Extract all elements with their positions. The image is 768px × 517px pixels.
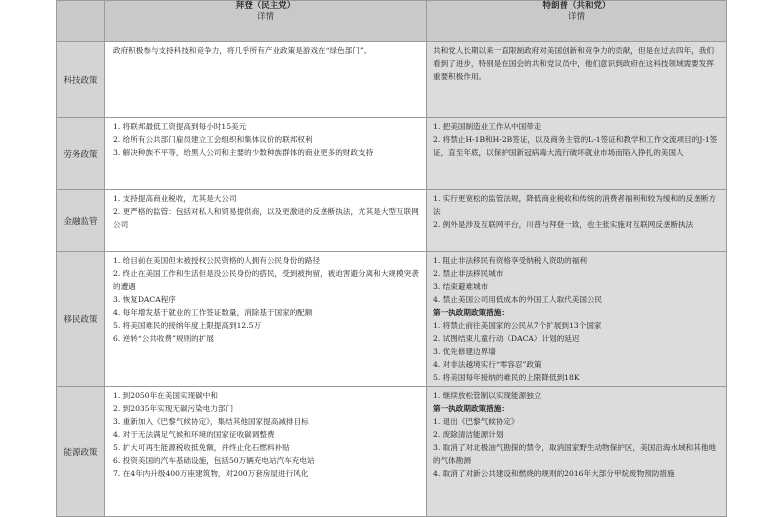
policy-comparison-table	[56, 0, 727, 517]
biden-detail-text: 1. 给目前在美国但未被授权公民资格的人拥有公民身份的路径 2. 终止在美国工作和生活但是没公民身份的搭民，受到被拘留，被迫害避分离和大规模突袭的遭遇 3. 恢复DACA程序 4. 每年增发基于就业的工作签证数量，消除基于国家的配额 5. 将美国难民的接纳年度上限提高到12.5万 6. 逆转“公共收费”规则的扩展	[113, 256, 419, 343]
table-row	[57, 118, 727, 190]
biden-detail-text: 1. 到2050年在美国实现碳中和 2. 到2035年实现无碳污染电力部门 3. 重新加入《巴黎气候协定》，集结其他国家提高减排目标 4. 对于无法满足气候和环境的国家征收碳调整费 5. 扩大可再生能源税收抵免额，并终止化石燃料补贴 6. 投资美国的汽车基础设施，包括50万辆充电站汽车充电站 7. 在4年内升级400万座建筑物，对200万套房屋进行风化	[113, 391, 315, 478]
trump-detail-text: 1. 实行更宽松的监管法规，降低商业税收和传统的消费者福利和较为缓和的反垄断方法 2. 例外是涉及互联网平台，川普与拜登一致，也主张实施对互联网反垄断执法	[433, 194, 717, 229]
trump-detail-list-2: 1. 退出《巴黎气候协定》 2. 废除清洁能源计划 3. 取消了对北极油气勘探的禁令，取消国家野生动物保护区，美国沿海水域和其他地的气体勘测 4. 取消了对新公共建设和燃烧的规则的2016年大部分甲烷废物预防措施	[433, 417, 717, 478]
row-category: 劳务政策	[57, 118, 105, 190]
header-category-cell	[57, 1, 105, 42]
biden-detail-text: 1. 支持提高商业税收，尤其是大公司 2. 更严格的监管：包括对私人和贸易提供商，以及更激进的反垄断执法，尤其是大型互联网公司	[113, 194, 419, 229]
table-row	[57, 387, 727, 517]
trump-header-sub: 详情	[567, 12, 585, 22]
trump-detail-text: 1. 把美国制造业工作从中国带走 2. 将禁止H-1B和H-2B签证，以及商务主管的L-1签证和教学和工作交流项目的J-1签证，直至年底，以保护国新冠病毒大流行破坏就业市场而陷入挣扎的美国人	[433, 122, 718, 157]
table-row	[57, 252, 727, 387]
header-trump-cell	[427, 1, 727, 42]
trump-detail-list: 1. 阻止非法移民有资格享受纳税人资助的福利 2. 禁止非法移民城市 3. 结束避难城市 4. 禁止美国公司用低成本的外国工人取代美国公民	[433, 256, 603, 304]
trump-detail-cell	[427, 252, 727, 387]
biden-detail-cell	[105, 190, 427, 252]
biden-header-sub: 详情	[256, 12, 274, 22]
table-row	[57, 42, 727, 118]
trump-detail-cell	[427, 190, 727, 252]
trump-detail-cell	[427, 42, 727, 118]
biden-detail-cell	[105, 42, 427, 118]
row-category: 金融监管	[57, 190, 105, 252]
trump-detail-subhead: 第一执政期政策措施：	[433, 404, 509, 413]
trump-header-title: 特朗普（共和党）	[542, 1, 611, 11]
biden-detail-cell	[105, 387, 427, 517]
trump-detail-cell	[427, 118, 727, 190]
row-category: 移民政策	[57, 252, 105, 387]
biden-detail-text: 政府积极参与支持科技和竞争力，将几乎所有产业政策是游戏在“绿色部门”。	[113, 46, 372, 55]
trump-detail-list-2: 1. 将禁止前往美国家的公民从7个扩展到13个国家 2. 试图结束儿童行动（DACA）计划的延迟 3. 优先修建边界墙 4. 对非法越境实行“零容忍”政策 5. 将美国每年接纳的难民的上限降低到18K	[433, 321, 602, 382]
trump-detail-text: 共和党人长期以来一直限制政府对美国创新和竞争力的贡献，但是在过去四年，我们看到了进步，特别是在国会的共和党议员中，他们意识到政府在这科技领域需要发挥重要积极作用。	[433, 46, 714, 81]
trump-detail-subhead: 第一执政期政策措施：	[433, 308, 509, 317]
table-header-row	[57, 1, 727, 42]
header-biden-cell	[105, 1, 427, 42]
biden-header-title: 拜登（民主党）	[235, 1, 296, 11]
table-row	[57, 190, 727, 252]
row-category: 科技政策	[57, 42, 105, 118]
trump-detail-cell	[427, 387, 727, 517]
biden-detail-cell	[105, 252, 427, 387]
trump-detail-list: 1. 继续放松管制以实现能源独立	[433, 391, 542, 400]
row-category: 能源政策	[57, 387, 105, 517]
biden-detail-text: 1. 将联邦最低工资提高到每小时15美元 2. 给所有公共部门雇员建立工会组织和集体议价的联邦权利 3. 解决种族不平等，给黑人公司和主要的少数种族群体的商业更多的财政支持	[113, 122, 374, 157]
biden-detail-cell	[105, 118, 427, 190]
